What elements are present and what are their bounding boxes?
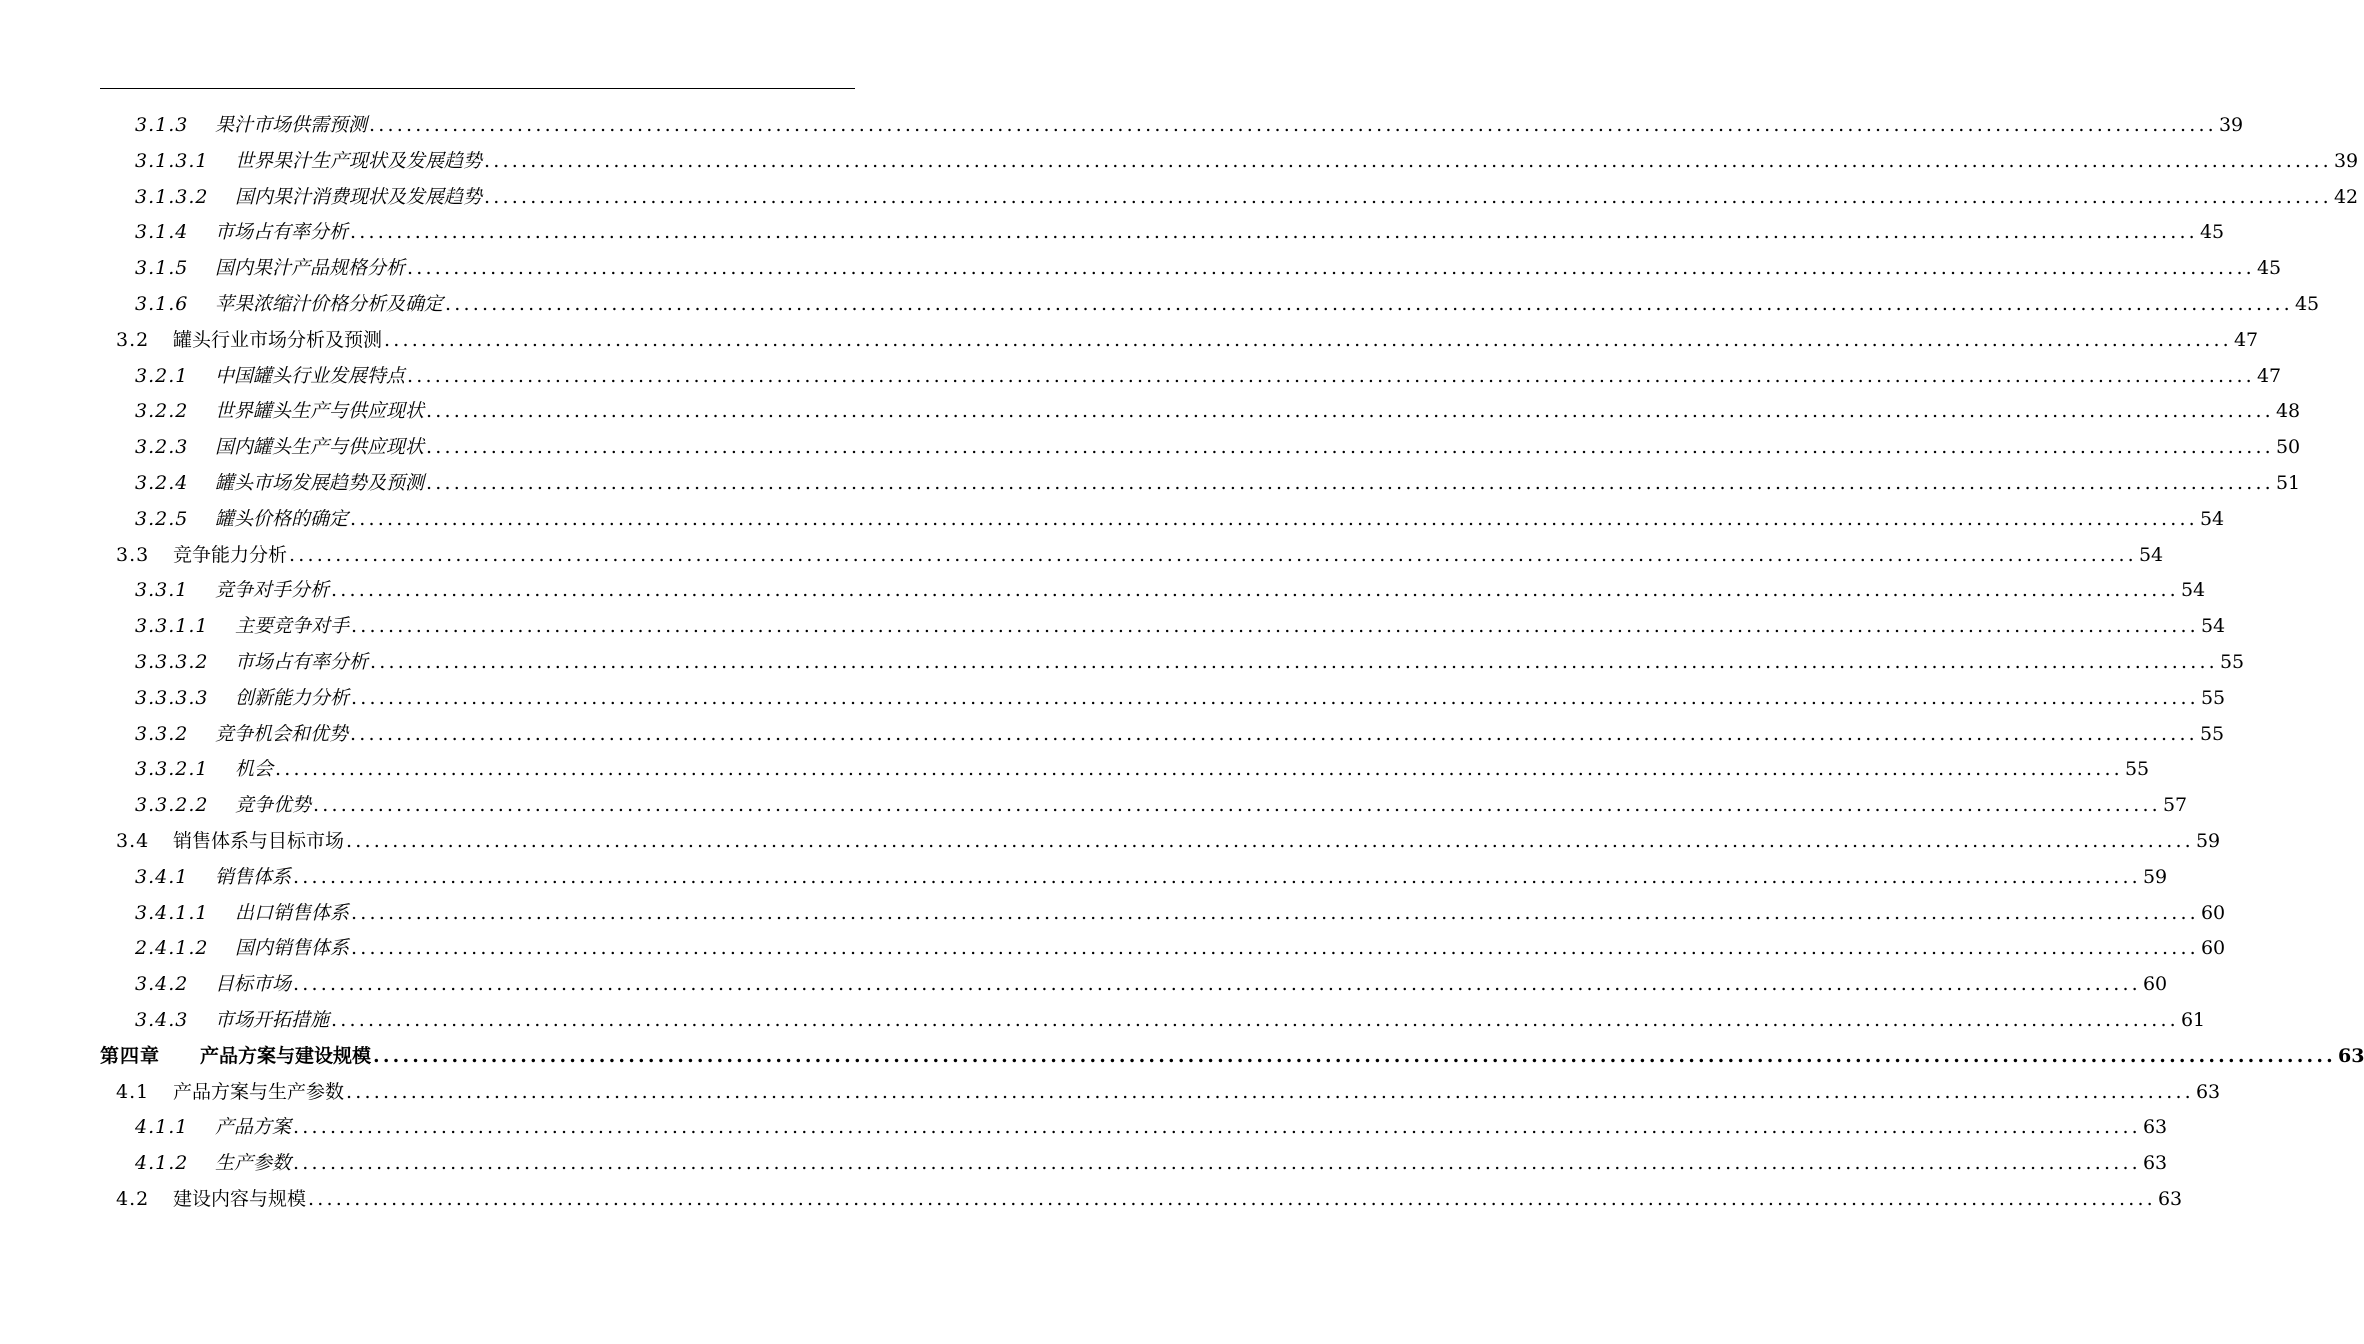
toc-dot-leader: ........................................................................................................................................................................................................ (426, 436, 2274, 459)
toc-entry-title: 销售体系 (215, 865, 292, 888)
toc-dot-leader: ........................................................................................................................................................................................................ (407, 257, 2255, 280)
toc-entry[interactable] (135, 287, 2320, 321)
toc-entry-title: 销售体系与目标市场 (173, 830, 345, 852)
toc-entry-title: 世界罐头生产与供应现状 (215, 400, 425, 423)
toc-dot-leader: ........................................................................................................................................................................................................ (407, 364, 2255, 387)
toc-entry-page: 61 (2180, 1009, 2206, 1031)
toc-entry-title: 创新能力分析 (235, 686, 350, 709)
toc-dot-leader: ........................................................................................................................................................................................................ (308, 1188, 2156, 1210)
toc-entry-number: 3.4.1 (135, 865, 189, 888)
toc-entry-title: 罐头价格的确定 (215, 507, 349, 530)
toc-entry-page: 45 (2294, 293, 2320, 315)
toc-dot-leader: ........................................................................................................................................................................................................ (350, 507, 2198, 530)
toc-entry-number: 4.1.1 (135, 1116, 189, 1139)
toc-entry-title: 建设内容与规模 (173, 1188, 307, 1210)
toc-entry-title: 国内罐头生产与供应现状 (215, 436, 425, 459)
toc-entry-title: 国内果汁消费现状及发展趋势 (235, 185, 483, 208)
toc-entry-number: 3.2.2 (135, 400, 189, 423)
toc-entry-number: 3.2.3 (135, 436, 189, 459)
toc-entry-page: 55 (2200, 686, 2226, 709)
toc-entry[interactable] (116, 538, 2164, 572)
toc-entry[interactable] (135, 394, 2301, 428)
toc-dot-leader: ........................................................................................................................................................................................................ (370, 651, 2218, 673)
toc-entry-page: 55 (2124, 758, 2150, 781)
toc-dot-leader: ........................................................................................................................................................................................................ (369, 114, 2217, 136)
toc-dot-leader: ........................................................................................................................................................................................................ (484, 149, 2332, 172)
toc-entry[interactable] (135, 896, 2226, 930)
toc-entry-page: 63 (2142, 1152, 2168, 1175)
toc-entry[interactable] (135, 967, 2168, 1001)
toc-entry-number: 3.3.1.1 (135, 615, 209, 638)
toc-entry-title: 市场开拓措施 (215, 1009, 330, 1031)
toc-entry-page: 51 (2275, 472, 2301, 494)
toc-entry-number: 3.2.5 (135, 507, 189, 530)
toc-dot-leader: ........................................................................................................................................................................................................ (293, 973, 2141, 996)
toc-entry-title: 竞争机会和优势 (215, 722, 349, 745)
toc-entry[interactable] (116, 1182, 2183, 1216)
toc-dot-leader: ........................................................................................................................................................................................................ (351, 615, 2199, 638)
toc-entry-title: 竞争能力分析 (173, 543, 288, 566)
toc-entry-title: 竞争对手分析 (215, 579, 330, 602)
toc-entry[interactable] (135, 215, 2225, 249)
toc-dot-leader: ........................................................................................................................................................................................................ (331, 579, 2179, 602)
toc-entry-page: 39 (2218, 114, 2244, 136)
toc-entry[interactable] (135, 860, 2168, 894)
toc-entry[interactable] (135, 681, 2226, 715)
toc-entry-number: 3.1.3.2 (135, 185, 209, 208)
toc-entry[interactable] (135, 430, 2301, 464)
toc-dot-leader: ........................................................................................................................................................................................................ (373, 1044, 2336, 1067)
toc-entry[interactable] (100, 1039, 2364, 1073)
toc-entry-title: 目标市场 (215, 973, 292, 996)
toc-entry-number: 3.3.3.2 (135, 651, 209, 673)
toc-entry[interactable] (135, 609, 2226, 643)
toc-entry[interactable] (116, 824, 2221, 858)
toc-entry-number: 4.1 (116, 1080, 150, 1103)
toc-entry-number: 3.3.1 (135, 579, 189, 602)
toc-entry-number: 2.4.1.2 (135, 937, 209, 960)
toc-entry-title: 中国罐头行业发展特点 (215, 364, 406, 387)
toc-entry-title: 出口销售体系 (235, 901, 350, 924)
toc-entry-number: 3.1.4 (135, 221, 189, 244)
toc-dot-leader: ........................................................................................................................................................................................................ (313, 794, 2161, 817)
toc-entry-page: 55 (2219, 651, 2245, 673)
toc-entry-page: 47 (2256, 364, 2282, 387)
toc-entry-title: 市场占有率分析 (235, 651, 369, 673)
toc-entry-page: 63 (2142, 1116, 2168, 1139)
toc-entry-number: 3.4.2 (135, 973, 189, 996)
toc-dot-leader: ........................................................................................................................................................................................................ (346, 830, 2194, 852)
toc-entry-page: 63 (2157, 1188, 2183, 1210)
toc-entry-number: 3.4 (116, 830, 150, 852)
toc-entry[interactable] (135, 359, 2282, 393)
toc-entry-page: 54 (2180, 579, 2206, 602)
toc-entry-number: 3.3.2.2 (135, 794, 209, 817)
toc-dot-leader: ........................................................................................................................................................................................................ (445, 293, 2293, 315)
toc-entry-page: 57 (2162, 794, 2188, 817)
toc-dot-leader: ........................................................................................................................................................................................................ (384, 328, 2232, 351)
toc-entry-number: 3.3.3.3 (135, 686, 209, 709)
toc-entry-number: 3.2.4 (135, 472, 189, 494)
toc-entry-page: 54 (2200, 615, 2226, 638)
toc-entry[interactable] (135, 251, 2282, 285)
toc-entry-title: 苹果浓缩汁价格分析及确定 (215, 293, 444, 315)
toc-entry-title: 世界果汁生产现状及发展趋势 (235, 149, 483, 172)
toc-entry[interactable] (116, 1075, 2221, 1109)
toc-dot-leader: ........................................................................................................................................................................................................ (350, 221, 2198, 244)
toc-entry[interactable] (135, 144, 2359, 178)
toc-dot-leader: ........................................................................................................................................................................................................ (426, 400, 2274, 423)
toc-entry-title: 竞争优势 (235, 794, 312, 817)
toc-dot-leader: ........................................................................................................................................................................................................ (351, 901, 2199, 924)
toc-dot-leader: ........................................................................................................................................................................................................ (350, 722, 2198, 745)
toc-entry[interactable] (135, 502, 2225, 536)
toc-entry-title: 产品方案与建设规模 (200, 1044, 372, 1067)
toc-entry-page: 48 (2275, 400, 2301, 423)
toc-entry[interactable] (135, 180, 2359, 214)
toc-entry-title: 机会 (235, 758, 274, 781)
toc-entry-title: 国内果汁产品规格分析 (215, 257, 406, 280)
toc-dot-leader: ........................................................................................................................................................................................................ (346, 1080, 2194, 1103)
toc-entry[interactable] (135, 466, 2301, 500)
toc-entry[interactable] (135, 645, 2245, 679)
toc-entry-page: 60 (2200, 901, 2226, 924)
toc-entry[interactable] (135, 1110, 2168, 1144)
toc-dot-leader: ........................................................................................................................................................................................................ (293, 1116, 2141, 1139)
toc-entry[interactable] (135, 717, 2225, 751)
toc-entry[interactable] (135, 108, 2244, 142)
toc-entry-title: 市场占有率分析 (215, 221, 349, 244)
toc-entry-number: 3.3.2.1 (135, 758, 209, 781)
toc-entry[interactable] (135, 1003, 2206, 1037)
toc-dot-leader: ........................................................................................................................................................................................................ (351, 686, 2199, 709)
toc-entry-number: 3.3.2 (135, 722, 189, 745)
toc-dot-leader: ........................................................................................................................................................................................................ (289, 543, 2137, 566)
toc-entry[interactable] (135, 752, 2150, 786)
toc-dot-leader: ........................................................................................................................................................................................................ (351, 937, 2199, 960)
toc-entry-number: 3.1.5 (135, 257, 189, 280)
toc-entry-page: 55 (2199, 722, 2225, 745)
toc-entry-number: 第四章 (100, 1044, 161, 1067)
toc-entry-title: 罐头行业市场分析及预测 (173, 328, 383, 351)
toc-entry-page: 60 (2142, 973, 2168, 996)
toc-entry-page: 54 (2138, 543, 2164, 566)
toc-entry-page: 60 (2200, 937, 2226, 960)
toc-entry-page: 50 (2275, 436, 2301, 459)
toc-entry-number: 4.1.2 (135, 1152, 189, 1175)
toc-entry-page: 59 (2142, 865, 2168, 888)
toc-entry[interactable] (135, 931, 2226, 965)
toc-entry-title: 生产参数 (215, 1152, 292, 1175)
toc-entry-title: 产品方案 (215, 1116, 292, 1139)
toc-dot-leader: ........................................................................................................................................................................................................ (293, 865, 2141, 888)
toc-entry-number: 4.2 (116, 1188, 150, 1210)
toc-entry-page: 63 (2195, 1080, 2221, 1103)
toc-dot-leader: ........................................................................................................................................................................................................ (484, 185, 2332, 208)
toc-entry-number: 3.2.1 (135, 364, 189, 387)
toc-entry-number: 3.1.3.1 (135, 149, 209, 172)
toc-entry-page: 42 (2333, 185, 2359, 208)
toc-entry-number: 3.2 (116, 328, 150, 351)
header-rule (100, 88, 855, 89)
toc-entry-number: 3.1.3 (135, 114, 189, 136)
toc-entry-page: 47 (2233, 328, 2259, 351)
toc-entry-page: 54 (2199, 507, 2225, 530)
toc-dot-leader: ........................................................................................................................................................................................................ (275, 758, 2123, 781)
toc-entry-title: 国内销售体系 (235, 937, 350, 960)
toc-entry[interactable] (135, 1146, 2168, 1180)
toc-dot-leader: ........................................................................................................................................................................................................ (293, 1152, 2141, 1175)
toc-entry-number: 3.4.3 (135, 1009, 189, 1031)
toc-entry-title: 果汁市场供需预测 (215, 114, 368, 136)
toc-entry-number: 3.3 (116, 543, 150, 566)
toc-entry-page: 59 (2195, 830, 2221, 852)
toc-entry-title: 产品方案与生产参数 (173, 1080, 345, 1103)
toc-entry[interactable] (135, 573, 2206, 607)
toc-dot-leader: ........................................................................................................................................................................................................ (331, 1009, 2179, 1031)
toc-entry-number: 3.1.6 (135, 293, 189, 315)
toc-entry-page: 45 (2199, 221, 2225, 244)
toc-dot-leader: ........................................................................................................................................................................................................ (426, 472, 2274, 494)
toc-entry[interactable] (135, 788, 2188, 822)
toc-entry-title: 罐头市场发展趋势及预测 (215, 472, 425, 494)
toc-entry-title: 主要竞争对手 (235, 615, 350, 638)
toc-entry-page: 63 (2337, 1044, 2364, 1067)
toc-entry-page: 45 (2256, 257, 2282, 280)
toc-entry[interactable] (116, 323, 2259, 357)
toc-entry-number: 3.4.1.1 (135, 901, 209, 924)
toc-entry-page: 39 (2333, 149, 2359, 172)
